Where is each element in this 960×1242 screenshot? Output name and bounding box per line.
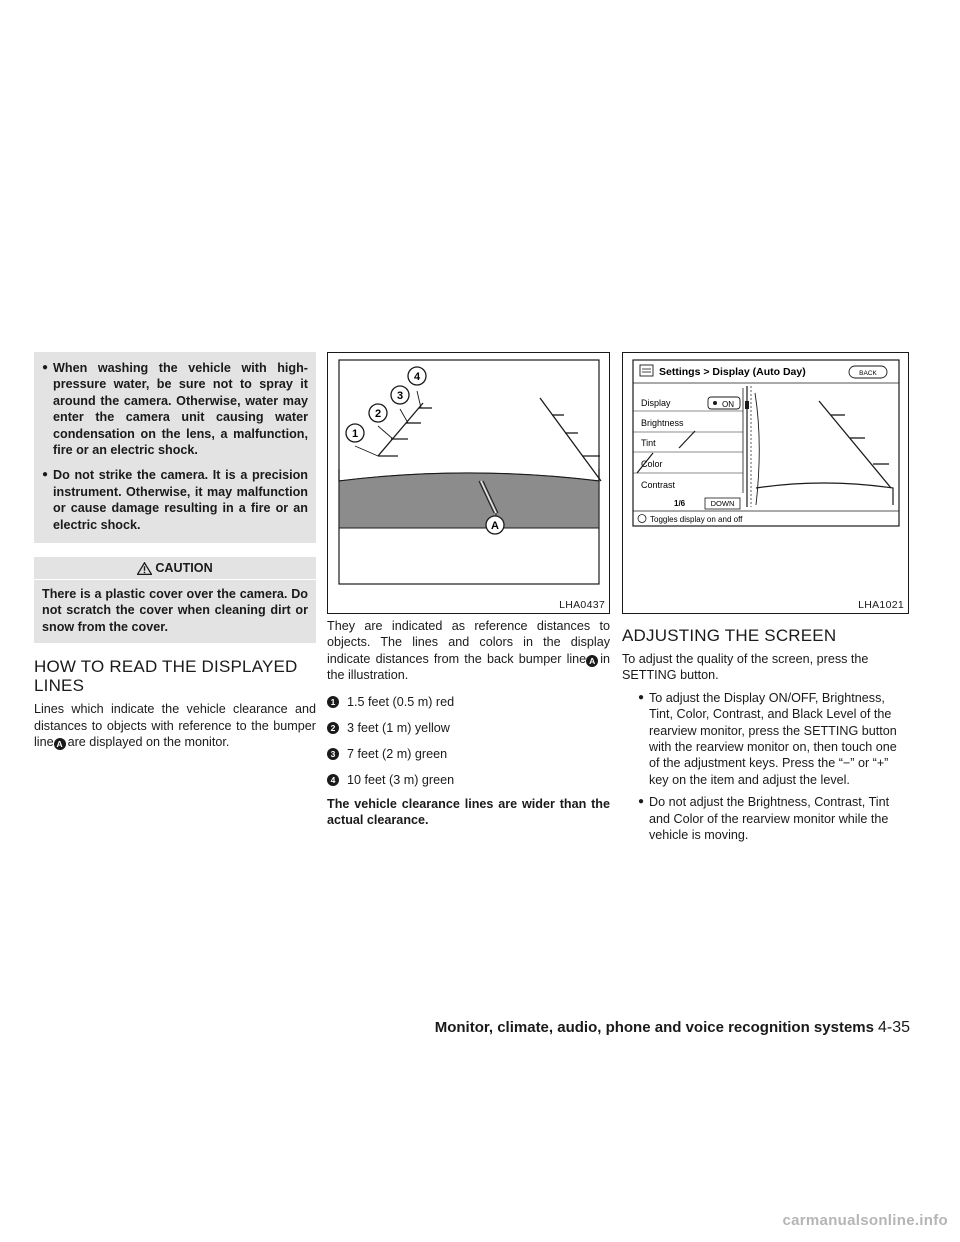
menu-item-color: Color <box>641 459 663 469</box>
bullet-icon: ● <box>638 796 645 808</box>
number-3-icon: 3 <box>327 748 339 760</box>
figure-label-2: 2 <box>374 408 382 420</box>
figure-label-a: A <box>491 520 499 532</box>
rearview-lines-illustration <box>328 353 609 613</box>
screen-title: Settings > Display (Auto Day) <box>659 366 806 378</box>
bullet-icon: ● <box>638 691 645 703</box>
middle-column <box>327 352 610 828</box>
warning-item: ● When washing the vehicle with high-pressure water, be sure not to spray it around the camera. Otherwise, water may enter the camera unit causing water condensation on the lens, a malfunction, fire or an electric shock. <box>42 361 308 458</box>
settings-screen-illustration <box>623 353 908 613</box>
caution-text: There is a plastic cover over the camera. Do not scratch the cover when cleaning dirt or snow from the cover. <box>42 587 308 634</box>
display-value: ON <box>722 400 734 409</box>
down-label: DOWN <box>710 499 735 508</box>
settings-screen-figure <box>622 352 909 614</box>
menu-item-brightness: Brightness <box>641 418 684 428</box>
section-heading: HOW TO READ THE DISPLAYED LINES <box>34 657 298 696</box>
menu-item-contrast: Contrast <box>641 480 676 490</box>
footer-section-title: Monitor, climate, audio, phone and voice recognition systems <box>434 1019 874 1036</box>
number-1-icon: 1 <box>327 696 339 708</box>
right-column <box>622 352 909 843</box>
warning-item: ● Do not strike the camera. It is a precision instrument. Otherwise, it may malfunction or cause damage resulting in a fire or an electric shock. <box>42 468 308 532</box>
watermark: carmanualsonline.info <box>782 1212 948 1229</box>
marker-a-icon: A <box>54 738 66 750</box>
camera-lines-figure <box>327 352 610 614</box>
list-item: 2 3 feet (1 m) yellow <box>327 720 610 736</box>
paragraph: They are indicated as reference distances to objects. The lines and colors in the display indicate distances from the back bumper line A in the illustration. <box>327 619 610 683</box>
caution-box <box>34 557 316 643</box>
marker-a-icon: A <box>586 655 598 667</box>
menu-item-display: Display <box>641 398 671 408</box>
list-item: 3 7 feet (2 m) green <box>327 746 610 762</box>
bullet-icon: ● <box>42 362 49 373</box>
list-item: 1 1.5 feet (0.5 m) red <box>327 694 610 710</box>
caution-header <box>34 557 316 580</box>
paragraph: To adjust the quality of the screen, press the SETTING button. <box>622 652 869 683</box>
figure-label-3: 3 <box>396 390 404 402</box>
number-2-icon: 2 <box>327 722 339 734</box>
caution-title: CAUTION <box>155 561 213 576</box>
menu-item-tint: Tint <box>641 438 656 448</box>
back-label: BACK <box>859 370 877 377</box>
number-4-icon: 4 <box>327 774 339 786</box>
left-column <box>34 352 316 751</box>
section-heading: ADJUSTING THE SCREEN <box>622 626 837 645</box>
list-item: 4 10 feet (3 m) green <box>327 772 610 788</box>
figure-label-4: 4 <box>413 371 421 383</box>
page-indicator: 1/6 <box>674 499 686 508</box>
paragraph: Lines which indicate the vehicle clearance and distances to objects with reference to the bumper line A are displayed on the monitor. <box>34 702 316 750</box>
warning-box <box>34 352 316 543</box>
bullet-icon: ● <box>42 469 49 481</box>
figure-code: LHA0437 <box>559 599 605 611</box>
page-footer <box>390 1019 910 1037</box>
clearance-note: The vehicle clearance lines are wider than the actual clearance. <box>327 796 610 828</box>
hint-text: Toggles display on and off <box>650 515 743 524</box>
list-item: ● Do not adjust the Brightness, Contrast, Tint and Color of the rearview monitor while the vehicle is moving. <box>638 795 890 843</box>
figure-code: LHA1021 <box>858 599 904 611</box>
page-number: 4-35 <box>877 1019 910 1036</box>
figure-label-1: 1 <box>351 428 359 440</box>
warning-triangle-icon <box>137 562 152 575</box>
list-item: ● To adjust the Display ON/OFF, Brightness, Tint, Color, Contrast, and Black Level of the rearview monitor, press the SETTING button with the rearview monitor on, then touch one of the adjustment keys. Press the “−” or “+” key on the item and adjust the level. <box>638 690 897 787</box>
